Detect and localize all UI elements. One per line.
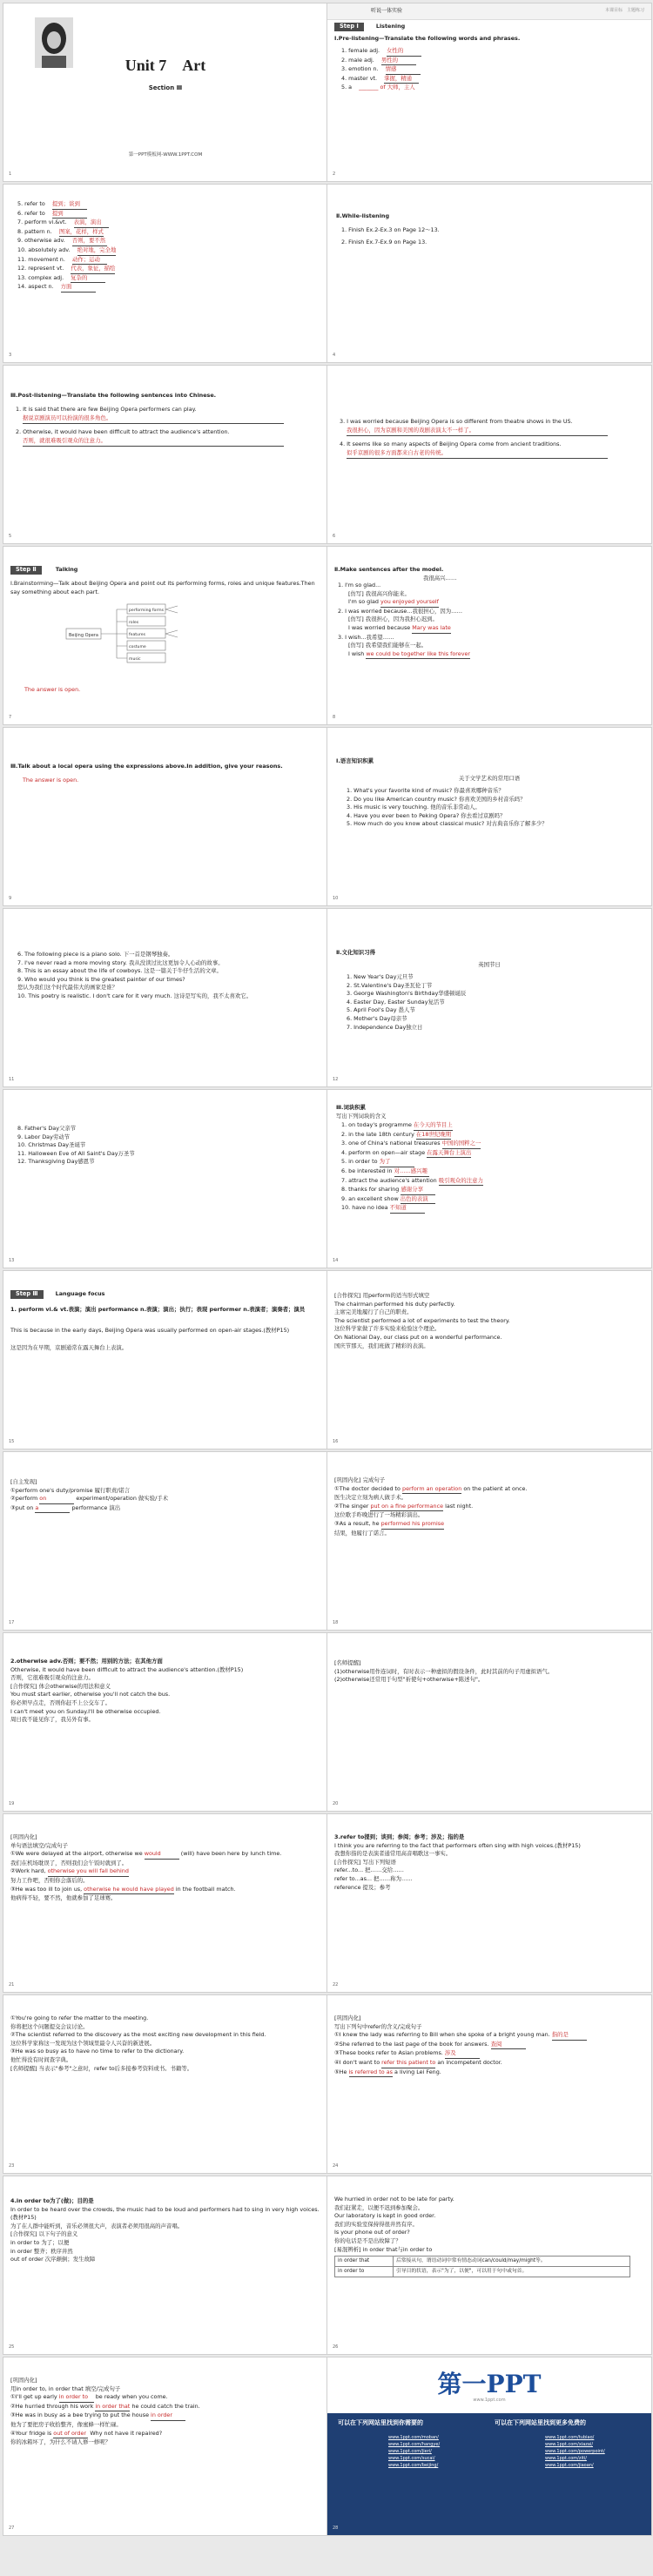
list-item: 12. represent vt. 代表，象征，描绘	[17, 265, 279, 274]
content	[10, 2377, 320, 2447]
page-number: 8	[333, 714, 336, 720]
line: I was worried because Mary was late	[338, 624, 643, 634]
section-label: Section Ⅲ	[148, 84, 183, 91]
slide-talk-local-opera	[3, 728, 327, 905]
logo-area	[327, 2357, 651, 2408]
link[interactable]: www.1ppt.com/beijing/	[388, 2463, 439, 2468]
heading: [巩固内化]	[10, 2377, 37, 2384]
list-item: 10. This poetry is realistic. I don't care for it very much. 这诗是写实的，我不太喜欢它。	[17, 992, 252, 1000]
line: I'm so glad you enjoyed yourself	[338, 598, 643, 608]
line: (1)otherwise用作连词时，有时表示一种虚拟的假设条件，此时其前的句子用虚拟语气。	[334, 1667, 554, 1675]
list-item: 10. absolutely adv. 绝对地，完全地	[17, 246, 279, 256]
unit-title: Unit 7 Art	[125, 57, 206, 74]
mindmap	[64, 599, 239, 669]
line: ②The singer put on a fine performance last night.	[334, 1503, 644, 1512]
list-item: 2. Do you like American country music? 你喜欢美国的乡村音乐吗？	[347, 795, 526, 803]
list-item: 4. master vt. 掌握，精通	[341, 75, 533, 84]
page-number: 9	[9, 895, 12, 901]
line: 国庆节那天，我们班做了精彩的表演。	[334, 1342, 429, 1349]
line: in order 整齐；秩序井然	[10, 2247, 73, 2255]
line: 结果，他履行了诺言。	[334, 1529, 390, 1537]
section-name: Listening	[375, 23, 406, 30]
table-cell: in order that	[335, 2257, 394, 2267]
line: ①The doctor decided to perform an operation on the patient at once.	[334, 1485, 644, 1495]
slide-perform-practice	[327, 1452, 651, 1630]
content	[334, 2014, 644, 2077]
link-list-right	[545, 2434, 605, 2469]
list-item: 您认为我们这个时代最伟大的画家是谁？	[17, 984, 118, 992]
step-label: Step Ⅲ	[10, 1290, 44, 1299]
answer-3: 我很担心，因为京剧和美国的戏剧表演太不一样了。	[347, 427, 608, 436]
line: In order to be heard over the crowds, the music had to be loud and performers had to sing in very high voices.(教材P15)	[10, 2205, 320, 2222]
line: 我想你指的是表演者通常用高音唱歌这一事实。	[334, 1850, 452, 1858]
page-number: 12	[333, 1076, 339, 1082]
list-item: 6. refer to 提到	[17, 210, 279, 219]
line: Our laboratory is kept in good order.	[334, 2212, 436, 2220]
slide-perform-discover	[3, 1452, 327, 1630]
line: reference 提及；参考	[334, 1883, 391, 1891]
slide-chunks	[327, 1090, 651, 1268]
line: 2. I was worried because...我很担心，因为……	[338, 607, 462, 615]
line: ③As a result, he performed his promise	[334, 1520, 644, 1530]
slide-in-order-to	[3, 2176, 327, 2354]
heading: [自主发现]	[10, 1478, 37, 1485]
heading: [巩固内化]	[334, 2014, 361, 2021]
page-number: 25	[9, 2344, 15, 2350]
list-item: 3. George Washington's Birthday华盛顿诞辰	[347, 990, 467, 998]
logo: 第一PPT	[437, 2370, 542, 2398]
heading: 4.in order to为了(做)；目的是	[10, 2197, 94, 2204]
task-2: 2. Finish Ex.7-Ex.9 on Page 13.	[341, 239, 427, 245]
line: 这位歌手昨晚进行了一场精彩演出。	[334, 1511, 424, 1519]
slide-refer-examples	[3, 1995, 327, 2173]
band-right: 本课目标 主题练习	[604, 8, 644, 13]
slide-perform	[3, 1271, 327, 1449]
list-item: 2. St.Valentine's Day圣瓦伦丁节	[347, 981, 433, 989]
list-item: 5. in order to 为了	[341, 1158, 483, 1167]
list-item: 10. Christmas Day圣诞节	[17, 1141, 86, 1149]
chunk-list	[341, 1121, 483, 1214]
example-en: This is because in the early days, Beijing Opera was usually performed on open-air stages.(教材P15)	[10, 1327, 290, 1334]
list-item: 9. Labor Day劳动节	[17, 1133, 71, 1140]
slide-otherwise-practice	[3, 1814, 327, 1992]
phrase-list	[347, 787, 548, 829]
line: [仿写] 我很担心，因为我担心迟到。	[348, 615, 438, 623]
festival-list	[17, 1125, 135, 1167]
content	[334, 1476, 644, 1537]
answer-1: 据说京剧演员可以扮演的很多角色。	[23, 414, 284, 424]
heading: [巩固内化] 完成句子	[334, 1476, 386, 1483]
link[interactable]: www.1ppt.com/sucai/	[388, 2456, 435, 2461]
line: ⑤He is referred to as a living Lei Feng.	[334, 2068, 644, 2078]
page-number: 20	[333, 1800, 339, 1806]
list-item: 14. aspect n. 方面	[17, 283, 279, 293]
credit: 第一PPT模板网-WWW.1PPT.COM	[128, 152, 203, 158]
list-item: 11. Halloween Eve of All Saint's Day万圣节	[17, 1149, 135, 1157]
list-item: 5. April Fool's Day 愚人节	[347, 1006, 415, 1014]
line: ②perform on experiment/operation 做实验/手术	[10, 1495, 320, 1504]
page-number: 24	[333, 2162, 339, 2169]
line: ①I'll get up early in order to be ready when you come.	[10, 2393, 320, 2403]
ad-right-title: 可以在下列网站里找到更多免费的	[495, 2419, 586, 2426]
list-item: 6. The following piece is a piano solo. 下一首是钢琴独奏。	[17, 951, 174, 958]
list-item: 6. Mother's Day母亲节	[347, 1015, 407, 1023]
subheading: 英国节日	[478, 961, 501, 968]
page-number: 5	[9, 533, 12, 539]
list-item: 5. How much do you know about classical music? 对古典音乐你了解多少？	[347, 820, 548, 828]
slide-otherwise	[3, 1633, 327, 1811]
vocab-list	[17, 200, 279, 293]
step-label: Step Ⅱ	[10, 566, 42, 575]
line: out of order 次序颠倒；发生故障	[10, 2256, 96, 2263]
line: ②He hurried through his work in order that he could catch the train.	[10, 2403, 320, 2412]
heading: Ⅱ.Make sentences after the model.	[334, 566, 444, 573]
list-item: 8. pattern n. 图案，花样，样式	[17, 228, 279, 238]
list-item: 4. Have you ever been to Peking Opera? 你去看过京剧吗？	[347, 811, 506, 819]
table-cell: 后常接从句，谓语动词中常有情态动词can/could/may/might等。	[394, 2257, 630, 2267]
line: ④Your fridge is out of order Why not have it repaired?	[10, 2430, 320, 2439]
mindmap-node: performing forms	[129, 609, 165, 613]
slide-while-listening	[327, 185, 651, 362]
list-item: 5. a _______ of 大师，主人	[341, 84, 415, 91]
line: The chairman performed his duty perfectly.	[334, 1300, 455, 1308]
heading: Ⅱ.文化知识习得	[336, 949, 375, 956]
festival-list	[347, 973, 466, 1032]
heading: Ⅱ.While-listening	[336, 212, 390, 219]
line: ②Work hard, otherwise you will fall behind	[10, 1867, 320, 1877]
heading: 1. perform vi.& vt.表演；演出 performance n.表演；演出；执行；表现 performer n.表演者；演奏者；演员	[10, 1306, 306, 1313]
link[interactable]: www.1ppt.com/xiazai/	[545, 2442, 594, 2447]
line: 你的电话是不是出故障了？	[334, 2237, 401, 2245]
line: You must start earlier, otherwise you'll not catch the bus.	[10, 1691, 171, 1698]
subheading: 单句语法填空/完成句子	[10, 1841, 69, 1849]
answer: The answer is open.	[24, 686, 81, 693]
question-3: 3. I was worried because Beijing Opera is so different from theatre shows in the US.	[340, 418, 573, 425]
slide-phrases-2	[3, 909, 327, 1086]
list-item: 2. male adj. 男性的	[341, 57, 533, 66]
page-number: 7	[9, 714, 12, 720]
page-number: 10	[333, 895, 339, 901]
compare-table	[334, 2256, 630, 2277]
line: I wish we could be together like this forever	[338, 650, 643, 660]
line: Otherwise, it would have been difficult to attract the audience's attention.(教材P15)	[10, 1665, 244, 1673]
line: refer...to... 把……交给……	[334, 1866, 404, 1874]
table-cell: 引导目的状语，表示"为了，以便"，可以用于句中或句首。	[394, 2266, 630, 2277]
link[interactable]: www.1ppt.com/moban/	[388, 2435, 439, 2440]
list-item: 1. New Year's Day元旦节	[347, 973, 414, 980]
slide-refer-to	[327, 1814, 651, 1992]
link[interactable]: www.1ppt.com/jieri/	[388, 2449, 432, 2454]
ad-panel	[327, 2413, 651, 2535]
list-item: 13. complex adj. 复杂的	[17, 274, 279, 284]
line: ①We were delayed at the airport, otherwise we would (will) have been here by lunch time.	[10, 1850, 320, 1860]
list-item: 3. emotion n. 情感	[341, 65, 533, 75]
line: 我们赶紧走，以便不迟到参加聚会。	[334, 2203, 424, 2211]
list-item: 9. otherwise adv. 否则，要不然	[17, 237, 279, 246]
page-number: 23	[9, 2162, 15, 2169]
question-1: 1. It is said that there are few Beijing Opera performers can play.	[16, 406, 197, 413]
line: ④I don't want to refer this patient to an incompetent doctor.	[334, 2059, 644, 2068]
page-number: 22	[333, 1981, 339, 1987]
section-name: Talking	[55, 566, 78, 573]
list-item: 7. Independence Day独立日	[347, 1023, 423, 1031]
line: ③He was so busy as to have no time to refer to the dictionary.	[10, 2048, 185, 2055]
content	[10, 1478, 320, 1513]
heading: Ⅰ.Brainstorming—Talk about Beijing Opera and point out its performing forms, roles and unique features.Then say something about each part.	[10, 580, 315, 595]
list-item: 10. have no idea 不知道	[341, 1204, 483, 1214]
line: [仿写] 我很高兴你能来。	[348, 589, 410, 597]
heading: [巩固内化]	[10, 1833, 37, 1840]
list-item: 8. thanks for sharing 感谢分享	[341, 1186, 483, 1195]
list-item: 12. Thanksgiving Day感恩节	[17, 1158, 95, 1166]
line: (2)otherwise还常用于句型"祈使句+otherwise+陈述句"。	[334, 1676, 484, 1684]
task-1: 1. Finish Ex.2-Ex.3 on Page 12～13.	[341, 226, 440, 233]
mindmap-node: costume	[129, 645, 146, 649]
page-number: 3	[9, 352, 12, 358]
list-item: 2. in the late 18th century 在18世纪晚期	[341, 1131, 483, 1140]
answer-4: 似乎京剧的很多方面都来自古老的传统。	[347, 449, 608, 459]
list-item: 7. I've never read a more moving story. 我从没读过比这更加令人心动的故事。	[17, 958, 224, 966]
page-number: 6	[333, 533, 336, 539]
list-item: 3. His music is very touching. 他的音乐非常动人。	[347, 804, 481, 811]
line: Is your phone out of order?	[334, 2229, 410, 2236]
link-list-left	[388, 2434, 440, 2469]
line: [合作探究] 写出下列短语	[334, 1858, 396, 1866]
line: in order to 为了；以便	[10, 2239, 70, 2247]
content	[10, 2197, 320, 2264]
page-number: 19	[9, 1800, 15, 1806]
heading: Ⅲ.Talk about a local opera using the expressions above.In addition, give your reasons.	[10, 763, 283, 770]
line: [合作探究] 体会otherwise的用法和意义	[10, 1682, 111, 1690]
page-number: 15	[9, 1438, 15, 1444]
line: 3. I wish...我希望……	[338, 633, 394, 641]
slide-prelistening	[327, 3, 651, 181]
section-name: Language focus	[55, 1290, 105, 1297]
list-item: 3. one of China's national treasures 中国的国粹之一	[341, 1140, 483, 1149]
ad-left-title: 可以在下列网站里找到你需要的	[338, 2419, 423, 2426]
line: ①You're going to refer the matter to the meeting.	[10, 2014, 149, 2021]
line: The scientist performed a lot of experiments to test the theory.	[334, 1316, 510, 1324]
list-item: 8. This is an essay about the life of cowboys. 这是一篇关于牛仔生活的文章。	[17, 967, 222, 975]
line: ③These books refer to Asian problems. 涉及	[334, 2049, 644, 2059]
line: 我们的实验室保持得很井然有序。	[334, 2220, 418, 2228]
list-item: 7. attract the audience's attention 吸引观众的注意力	[341, 1177, 483, 1187]
line: 你将把这个问题提交会议讨论。	[10, 2022, 89, 2030]
line: [仿写] 我希望我们能够在一起。	[348, 642, 427, 649]
line: 主席完美地履行了自己的职责。	[334, 1308, 413, 1316]
mindmap-center: Beijing Opera	[69, 633, 98, 638]
line: 否则，它很难吸引观众的注意力。	[10, 1674, 94, 1682]
slide-post-listening	[3, 366, 327, 543]
slide-language-knowledge	[327, 728, 651, 905]
sentence-list	[338, 582, 643, 659]
list-item: 4. perform on open—air stage 在露天舞台上演出	[341, 1149, 483, 1159]
heading: Ⅲ.Post-listening—Translate the following sentences into Chinese.	[10, 392, 217, 399]
answer-2: 否则，就很难吸引观众的注意力。	[23, 437, 284, 447]
page-number: 17	[9, 1619, 15, 1625]
list-item: 9. Who would you think is the greatest painter of our times?	[17, 975, 185, 983]
heading: [名师提醒]	[334, 1659, 361, 1666]
vocab-list	[341, 47, 533, 92]
line: We hurried in order not to be late for party.	[334, 2196, 454, 2203]
heading: Ⅲ.词块积累	[336, 1104, 367, 1111]
page-number: 21	[9, 1981, 15, 1987]
line: ①perform one's duty/promise 履行职责/诺言	[10, 1486, 131, 1494]
list-item: 4. Easter Day, Easter Sunday复活节	[347, 998, 445, 1006]
slide-brainstorming	[3, 547, 327, 724]
line: ②She referred to the last page of the book for answers. 查阅	[334, 2041, 644, 2050]
subheading: 关于文学艺术的常用口语	[458, 775, 521, 782]
line: [名师提醒] 当表示"参考"之意时，refer to后多接参考资料或书。书籍等。	[10, 2064, 193, 2072]
page-number: 26	[333, 2344, 339, 2350]
line: ③He was too ill to join us, otherwise he would have played in the football match.	[10, 1886, 320, 1895]
heading: Ⅰ.Pre-listening—Translate the following words and phrases.	[334, 35, 521, 42]
heading: 3.refer to提到；谈到；参阅；参考；涉及；指的是	[334, 1833, 465, 1840]
slide-otherwise-tips	[327, 1633, 651, 1811]
page-number: 27	[9, 2525, 15, 2531]
heading: [合作探究] 用perform的适当形式填空	[334, 1292, 430, 1299]
step-label: Step Ⅰ	[334, 23, 364, 31]
line: I think you are referring to the fact that performers often sing with high voices.(教材P15)	[334, 1841, 581, 1849]
line: 周日我不能见你了，我另外有事。	[10, 1716, 94, 1724]
band-title: 听说一体实验	[371, 8, 403, 14]
page-number: 1	[9, 171, 12, 177]
page-number: 28	[333, 2525, 339, 2531]
logo-sub: www.1ppt.com	[473, 2398, 506, 2403]
line: ②The scientist referred to the discovery as the most exciting new development in this field.	[10, 2031, 266, 2039]
line: On National Day, our class put on a wonderful performance.	[334, 1334, 502, 1342]
header-band	[327, 3, 651, 20]
list-item: 9. an excellent show 出色的表演	[341, 1195, 483, 1205]
page-number: 4	[333, 352, 336, 358]
link[interactable]: www.1ppt.com/tubiao/	[545, 2435, 595, 2440]
mindmap-node: music	[129, 657, 141, 662]
line: 你的冰箱坏了，为什么不请人修一修呢？	[10, 2438, 111, 2446]
line: 医生决定立刻为病人做手术。	[334, 1494, 407, 1502]
answer: The answer is open.	[23, 777, 79, 784]
line: ③He was in busy as a bee trying to put the house in order	[10, 2411, 320, 2421]
list-item: 1. on today's programme 在今天的节目上	[341, 1121, 483, 1131]
line: 他病得不轻，要不然，他就参加了足球赛。	[10, 1894, 117, 1902]
line: ③put on a performance 演出	[10, 1504, 320, 1514]
model-note: 我很高兴……	[423, 575, 457, 582]
heading: Ⅰ.语言知识积累	[336, 757, 374, 764]
slide-make-sentences	[327, 547, 651, 724]
line: 你必须早点走，否则你赶不上公交车了。	[10, 1699, 111, 1707]
line: ①I knew the lady was referring to Bill when she spoke of a bright young man. 指的是	[334, 2031, 644, 2041]
list-item: 1. female adj. 女性的	[341, 47, 533, 57]
list-item: 6. be interested in 对……感兴趣	[341, 1167, 483, 1177]
line: 努力工作吧，否则你会落后的。	[10, 1877, 89, 1885]
content	[334, 2196, 644, 2277]
content	[10, 1833, 320, 1903]
page-number: 14	[333, 1257, 339, 1263]
line: 这位科学家称这一发现为这个领域里最令人兴奋的新进展。	[10, 2039, 156, 2047]
table-cell: in order to	[335, 2266, 394, 2277]
slide-vocab-2	[3, 185, 327, 362]
line: refer to...as... 把……称为……	[334, 1875, 413, 1883]
content	[10, 1658, 320, 1725]
content	[334, 1833, 644, 1892]
slide-refer-practice	[327, 1995, 651, 2173]
line: 这位科学家做了许多实验来检验这个理论。	[334, 1325, 441, 1333]
line: 他忙得没有时间查字典。	[10, 2056, 72, 2064]
list-item: 5. refer to 提到；谈到	[17, 200, 279, 210]
link[interactable]: www.1ppt.com/jiaoan/	[545, 2463, 594, 2468]
link[interactable]: www.1ppt.com/powerpoint/	[545, 2449, 605, 2454]
link[interactable]: www.1ppt.com/ziti/	[545, 2456, 587, 2461]
slide-perform-explore	[327, 1271, 651, 1449]
line: 1. I'm so glad...	[338, 582, 381, 589]
question-4: 4. It seems like so many aspects of Beijing Opera come from ancient traditions.	[340, 441, 562, 447]
line: [易混辨析] in order that与in order to	[334, 2245, 433, 2253]
line: 为了在人群中能听到，音乐必须很大声，表演者必须用很高的声音唱。	[10, 2222, 184, 2230]
heading: 2.otherwise adv.否则；要不然；用别的方法；在其他方面	[10, 1658, 163, 1665]
slide-in-order-practice	[3, 2357, 327, 2535]
content	[10, 2014, 320, 2073]
line: [合作探究] 以下句子的意义	[10, 2230, 78, 2238]
list-item: 8. Father's Day父亲节	[17, 1125, 77, 1132]
subheading: 用in order to, in order that 填空/完成句子	[10, 2384, 121, 2392]
page-number: 16	[333, 1438, 339, 1444]
subheading: 写出下列句中refer的含义/完成句子	[334, 2022, 422, 2030]
mindmap-node: features	[129, 633, 145, 637]
line: 他为了要把房子收拾整齐，像蜜蜂一样忙碌。	[10, 2421, 122, 2429]
list-item: 7. perform vi.&vt. 表演，演出	[17, 219, 279, 228]
page-number: 13	[9, 1257, 15, 1263]
line: 我们在机场耽误了，否则我们会午饭时就到了。	[10, 1859, 128, 1866]
page-number: 18	[333, 1619, 339, 1625]
link[interactable]: www.1ppt.com/hangye/	[388, 2442, 441, 2447]
slide-title	[3, 3, 327, 181]
list-item: 1. What's your favorite kind of music? 你最喜欢哪种音乐？	[347, 787, 504, 794]
subheading: 写出下列词块的含义	[336, 1113, 387, 1120]
slide-post-listening-2	[327, 366, 651, 543]
slide-ad	[327, 2357, 651, 2535]
example-zh: 这是因为在早期，京剧通常在露天舞台上表演。	[10, 1344, 128, 1351]
mindmap-node: roles	[129, 621, 139, 625]
page-number: 2	[333, 171, 336, 177]
slide-festivals-2	[3, 1090, 327, 1268]
phrase-list	[17, 951, 252, 1001]
page-number: 11	[9, 1076, 15, 1082]
slide-in-order-compare	[327, 2176, 651, 2354]
content	[334, 1292, 644, 1350]
line: I can't meet you on Sunday.I'll be otherwise occupied.	[10, 1707, 161, 1715]
slide-festivals	[327, 909, 651, 1086]
list-item: 11. movement n. 动作；运动	[17, 256, 279, 266]
content	[334, 1659, 644, 1685]
question-2: 2. Otherwise, it would have been difficult to attract the audience's attention.	[16, 428, 230, 435]
